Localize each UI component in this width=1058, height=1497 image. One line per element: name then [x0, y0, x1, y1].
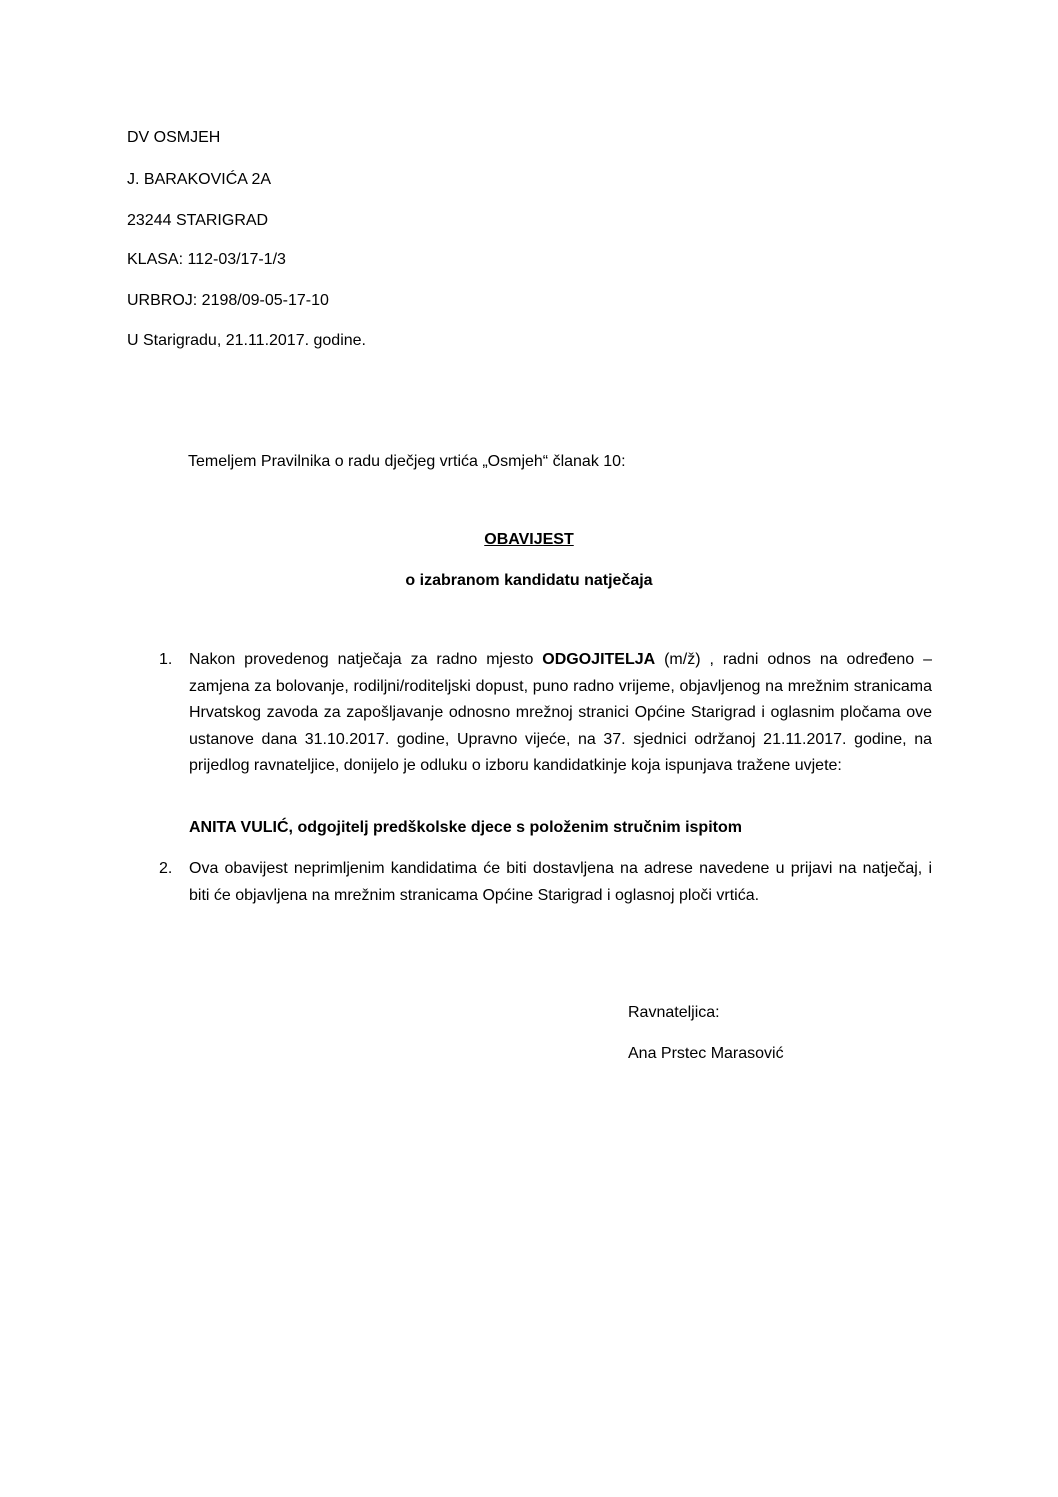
- document-title: OBAVIJEST: [484, 531, 574, 548]
- place-date-line: U Starigradu, 21.11.2017. godine.: [127, 332, 366, 349]
- document-subtitle: o izabranom kandidatu natječaja: [405, 572, 653, 589]
- institution-city: 23244 STARIGRAD: [127, 212, 269, 229]
- item-1-text-after: (m/ž) , radni odnos na određeno – zamjena za bolovanje, rodiljni/roditeljski dopust, puno radno vrijeme, objavljenog na mrežnim stranicama Hrvatskog zavoda za zapošljavanje odnosno mrežnoj stranici Općine Starigrad i oglasnim pločama ove ustanove dana 31.10.2017. godine, Upravno vijeće, na 37. sjednici održanoj 21.11.2017. godine, na prijedlog ravnateljice, donijelo je odluku o izboru kandidatkinje koja ispunjava tražene uvjete:: [189, 651, 932, 774]
- signature-role: Ravnateljica:: [628, 1004, 720, 1021]
- selected-candidate: ANITA VULIĆ, odgojitelj predškolske djece s položenim stručnim ispitom: [189, 819, 742, 836]
- klasa-line: KLASA: 112-03/17-1/3: [127, 251, 286, 268]
- item-1-text-before: Nakon provedenog natječaja za radno mjesto: [189, 651, 543, 668]
- item-text-1: [189, 647, 932, 780]
- signature-name: Ana Prstec Marasović: [628, 1045, 784, 1062]
- urbroj-line: URBROJ: 2198/09-05-17-10: [127, 292, 329, 309]
- item-number-2: 2.: [159, 860, 173, 877]
- intro-line: Temeljem Pravilnika o radu dječjeg vrtića „Osmjeh“ članak 10:: [188, 453, 626, 470]
- institution-street: J. BARAKOVIĆA 2A: [127, 171, 272, 188]
- item-1-position-name: ODGOJITELJA: [542, 651, 656, 668]
- institution-name: DV OSMJEH: [127, 129, 221, 146]
- item-number-1: 1.: [159, 651, 173, 668]
- item-text-2: Ova obavijest neprimljenim kandidatima će biti dostavljena na adrese navedene u prijavi na natječaj, i biti će objavljena na mrežnim stranicama Općine Starigrad i oglasnoj ploči vrtića.: [189, 860, 932, 904]
